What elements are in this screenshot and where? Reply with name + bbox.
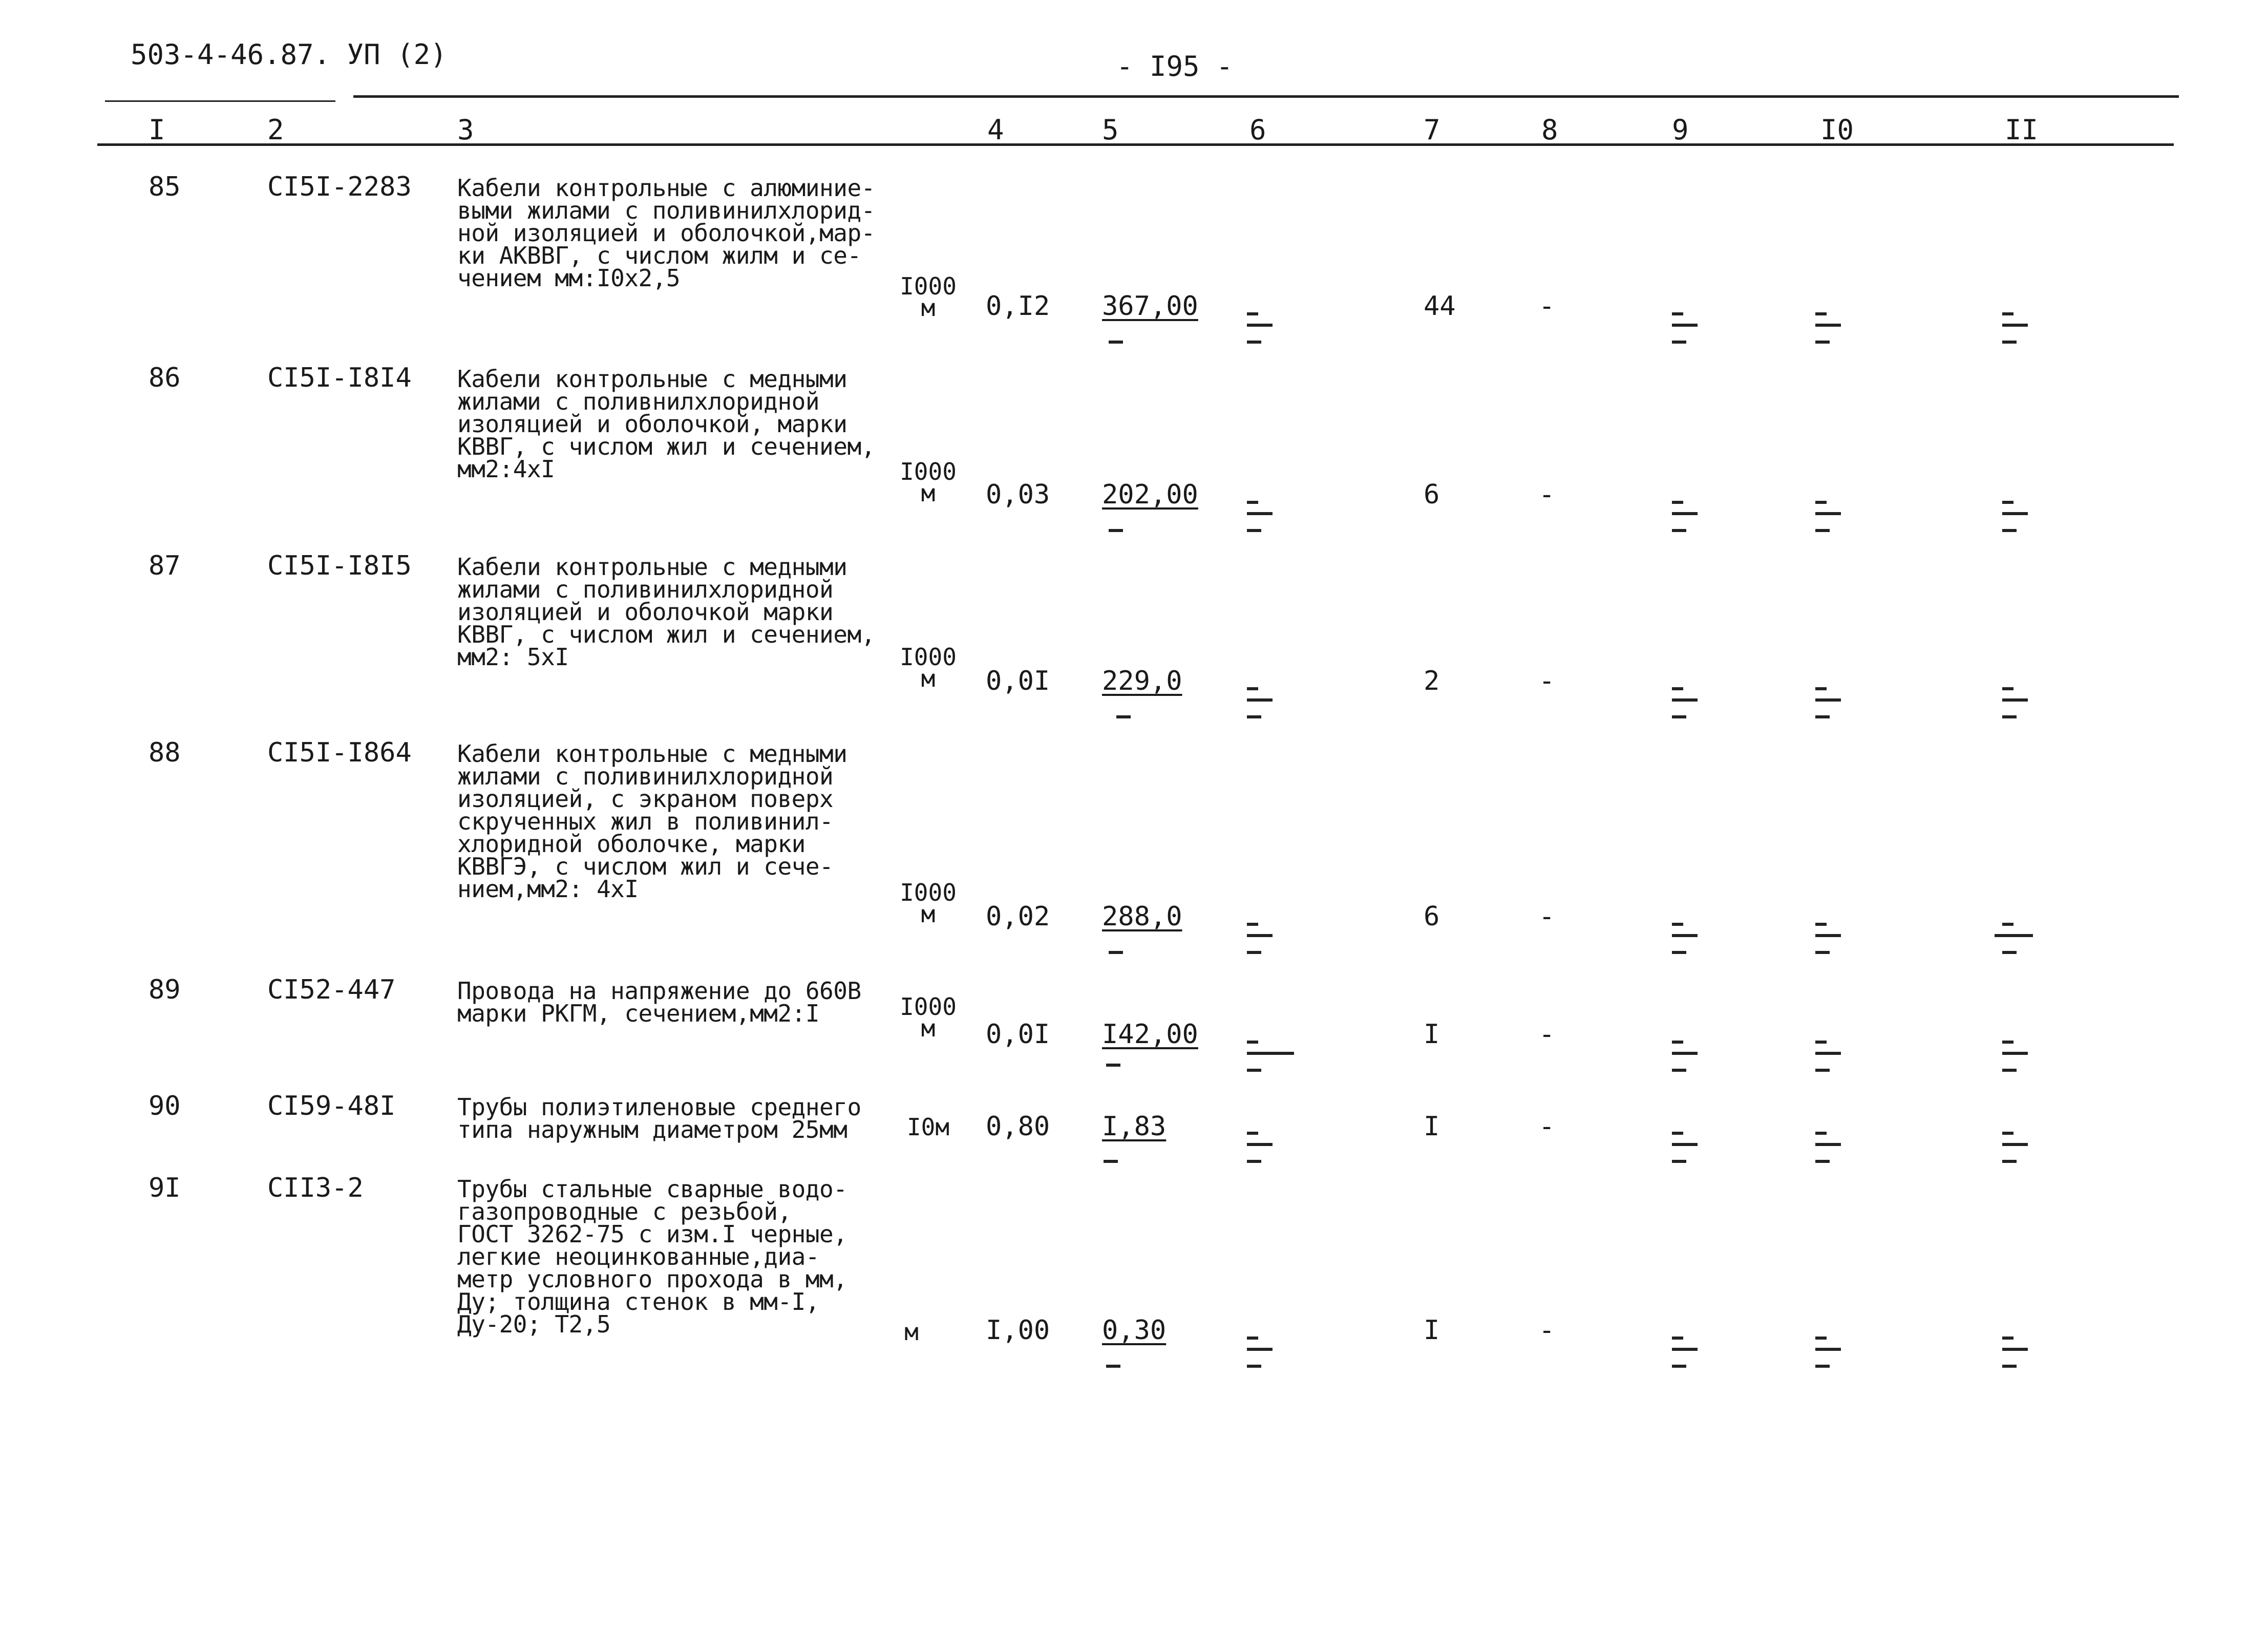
row-code: CI5I-2283 — [267, 172, 412, 202]
col-header-7: 7 — [1424, 114, 1440, 146]
row-col8: - — [1539, 901, 1555, 932]
row-price: I,83 — [1102, 1111, 1167, 1142]
row-description: Кабели контрольные с медными жилами с поливнилхлоридной изоляцией и оболочкой, марки КВВГ, с числом жил и сечением, мм2:4хI — [457, 365, 875, 483]
row-code: CII3-2 — [267, 1173, 364, 1203]
top-rule-long — [353, 95, 2179, 98]
row-description: Кабели контрольные с медными жилами с поливинилхлоридной изоляцией и оболочкой марки КВВГ, с числом жил и сечением, мм2: 5хI — [457, 553, 875, 671]
fraction-dash-mark — [1672, 1035, 1703, 1076]
row-qty: 0,I2 — [986, 291, 1050, 322]
fraction-dash-mark — [1247, 1331, 1278, 1372]
col-header-4: 4 — [987, 114, 1004, 146]
fraction-dash-mark — [1247, 496, 1278, 537]
row-col8: - — [1539, 666, 1555, 696]
row-qty: 0,0I — [986, 1019, 1050, 1050]
row-code: CI5I-I8I5 — [267, 550, 412, 581]
row-col7: 2 — [1424, 666, 1440, 696]
row-unit: I000 м — [900, 458, 957, 507]
fraction-dash-mark — [2002, 1127, 2033, 1168]
fraction-dash-mark — [1815, 1331, 1846, 1372]
row-number: 86 — [149, 363, 181, 393]
fraction-dash-mark — [2002, 1035, 2033, 1076]
fraction-dash-mark — [2002, 496, 2033, 537]
row-price: 288,0 — [1102, 901, 1182, 932]
row-number: 88 — [149, 737, 181, 768]
fraction-dash-mark — [1672, 918, 1703, 959]
row-unit: I000 м — [900, 879, 957, 928]
col-header-3: 3 — [457, 114, 474, 146]
fraction-dash-mark — [1109, 307, 1129, 348]
col-header-6: 6 — [1249, 114, 1266, 146]
fraction-dash-mark — [1247, 307, 1278, 348]
row-number: 87 — [149, 550, 181, 581]
row-number: 90 — [149, 1091, 181, 1121]
row-col7: I — [1424, 1315, 1440, 1346]
fraction-dash-mark — [2002, 1331, 2033, 1372]
row-col7: I — [1424, 1019, 1440, 1050]
col-header-9: 9 — [1672, 114, 1689, 146]
col-header-1: I — [149, 114, 165, 146]
fraction-dash-mark — [1106, 1035, 1127, 1076]
row-description: Трубы стальные сварные водо- газопроводные с резьбой, ГОСТ 3262-75 с изм.I черные, легкие неоцинкованные,диа- метр условного прохода в мм, Ду; толщина стенок в мм-I, Ду-20; Т2,5 — [457, 1175, 847, 1338]
row-col8: - — [1539, 291, 1555, 322]
fraction-dash-mark — [1104, 1127, 1124, 1168]
row-col7: 6 — [1424, 901, 1440, 932]
col-header-8: 8 — [1541, 114, 1558, 146]
row-price: 229,0 — [1102, 666, 1182, 696]
row-col7: 44 — [1424, 291, 1456, 322]
fraction-dash-mark — [1672, 496, 1703, 537]
row-col7: 6 — [1424, 479, 1440, 510]
fraction-dash-mark — [2002, 682, 2033, 723]
row-number: 89 — [149, 974, 181, 1005]
top-rule-short — [105, 100, 335, 102]
fraction-dash-mark — [1672, 1127, 1703, 1168]
col-header-10: I0 — [1820, 114, 1854, 146]
fraction-dash-mark — [1247, 1127, 1278, 1168]
row-col8: - — [1539, 1019, 1555, 1050]
fraction-dash-mark — [1106, 1331, 1127, 1372]
col-header-11: II — [2005, 114, 2039, 146]
row-description: Провода на напряжение до 660В марки РКГМ, сечением,мм2:I — [457, 977, 861, 1027]
row-code: CI59-48I — [267, 1091, 396, 1121]
row-price: 202,00 — [1102, 479, 1198, 510]
row-col8: - — [1539, 1315, 1555, 1346]
row-unit: I000 м — [900, 272, 957, 322]
header-underline — [97, 143, 2174, 146]
fraction-dash-mark — [1672, 682, 1703, 723]
row-unit: I000 м — [900, 643, 957, 692]
row-col7: I — [1424, 1111, 1440, 1142]
row-number: 85 — [149, 172, 181, 202]
row-price: 0,30 — [1102, 1315, 1167, 1346]
page-number: - I95 - — [1116, 50, 1233, 82]
row-qty: 0,80 — [986, 1111, 1050, 1142]
fraction-dash-mark — [1109, 496, 1129, 537]
fraction-dash-mark — [1815, 496, 1846, 537]
row-col8: - — [1539, 479, 1555, 510]
row-code: CI52-447 — [267, 974, 396, 1005]
row-code: CI5I-I864 — [267, 737, 412, 768]
fraction-dash-mark — [1672, 1331, 1703, 1372]
row-col8: - — [1539, 1111, 1555, 1142]
fraction-dash-mark — [1247, 1035, 1298, 1076]
col-header-5: 5 — [1102, 114, 1119, 146]
row-description: Кабели контрольные с медными жилами с поливинилхлоридной изоляцией, с экраном поверх скрученных жил в поливинил- хлоридной оболочке, марки КВВГЭ, с числом жил и сече- нием,мм2: 4хI — [457, 740, 847, 903]
fraction-dash-mark — [1247, 682, 1278, 723]
fraction-dash-mark — [1815, 1035, 1846, 1076]
row-unit: м — [904, 1318, 919, 1346]
row-qty: 0,0I — [986, 666, 1050, 696]
document-code: 503-4-46.87. УП (2) — [131, 38, 447, 71]
fraction-dash-mark — [1995, 918, 2036, 959]
row-price: I42,00 — [1102, 1019, 1198, 1050]
row-code: CI5I-I8I4 — [267, 363, 412, 393]
row-description: Кабели контрольные с алюминие- выми жилами с поливинилхлорид- ной изоляцией и оболочкой,мар- ки АКВВГ, с числом жилм и се- чением мм:I0х2,5 — [457, 174, 875, 292]
row-number: 9I — [149, 1173, 181, 1203]
fraction-dash-mark — [1815, 682, 1846, 723]
row-qty: I,00 — [986, 1315, 1050, 1346]
fraction-dash-mark — [1116, 682, 1137, 723]
col-header-2: 2 — [267, 114, 284, 146]
fraction-dash-mark — [1815, 307, 1846, 348]
row-unit: I0м — [906, 1113, 950, 1141]
row-unit: I000 м — [900, 993, 957, 1042]
fraction-dash-mark — [1672, 307, 1703, 348]
row-price: 367,00 — [1102, 291, 1198, 322]
row-description: Трубы полиэтиленовые среднего типа наружным диаметром 25мм — [457, 1093, 861, 1143]
fraction-dash-mark — [1109, 918, 1129, 959]
row-qty: 0,02 — [986, 901, 1050, 932]
fraction-dash-mark — [1247, 918, 1278, 959]
fraction-dash-mark — [2002, 307, 2033, 348]
fraction-dash-mark — [1815, 918, 1846, 959]
fraction-dash-mark — [1815, 1127, 1846, 1168]
row-qty: 0,03 — [986, 479, 1050, 510]
